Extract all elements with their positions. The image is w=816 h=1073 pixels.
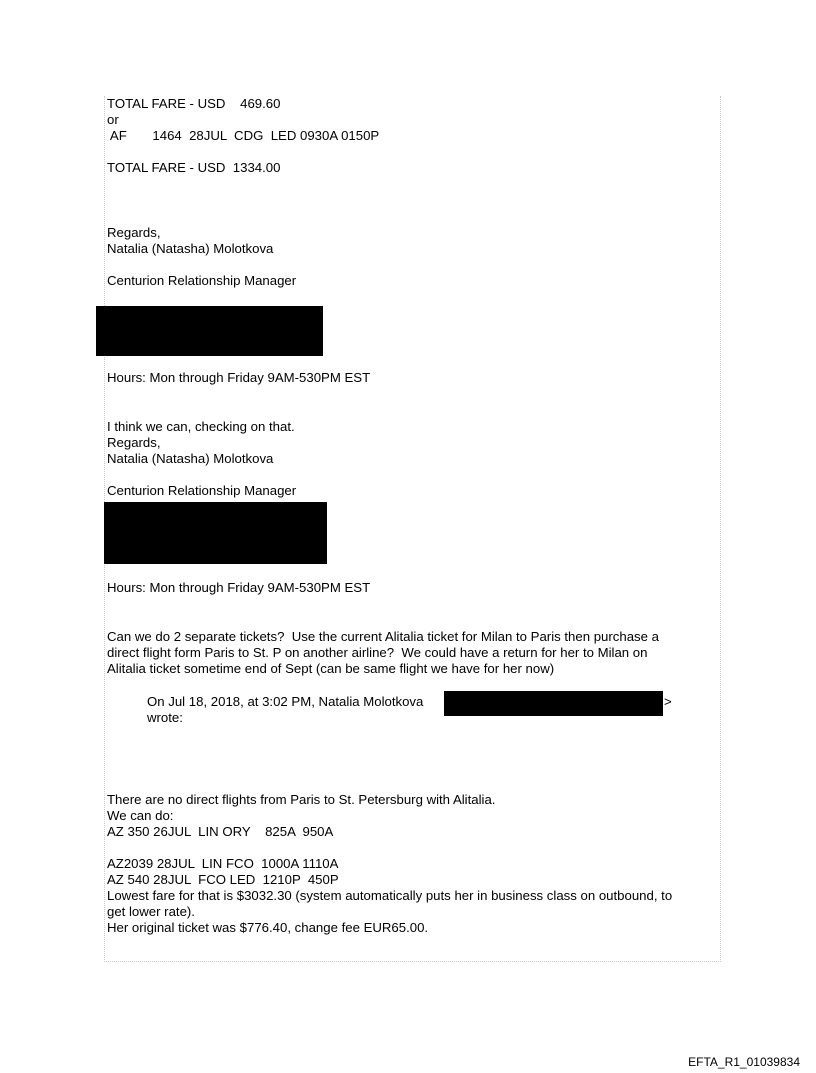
- quote-wrote: wrote:: [147, 710, 183, 725]
- request-line-1: Can we do 2 separate tickets? Use the current Alitalia ticket for Milan to Paris then purchase a: [107, 629, 659, 644]
- flight-az540: AZ 540 28JUL FCO LED 1210P 450P: [107, 872, 339, 887]
- flight-az350: AZ 350 26JUL LIN ORY 825A 950A: [107, 824, 334, 839]
- redaction-block-1: [96, 306, 323, 356]
- flight-az2039: AZ2039 28JUL LIN FCO 1000A 1110A: [107, 856, 339, 871]
- signature-name-2: Natalia (Natasha) Molotkova: [107, 451, 274, 466]
- signature-name-1: Natalia (Natasha) Molotkova: [107, 241, 274, 256]
- flight-af-1464: AF 1464 28JUL CDG LED 0930A 0150P: [107, 128, 380, 143]
- lowest-fare-line-1: Lowest fare for that is $3032.30 (system automatically puts her in business class on outbound, to: [107, 888, 673, 903]
- redaction-block-2: [104, 502, 327, 564]
- total-fare-1: TOTAL FARE - USD 469.60: [107, 96, 281, 111]
- quote-angle: >: [664, 694, 672, 709]
- checking-text: I think we can, checking on that.: [107, 419, 295, 434]
- quote-header: On Jul 18, 2018, at 3:02 PM, Natalia Molotkova: [147, 694, 424, 709]
- total-fare-2: TOTAL FARE - USD 1334.00: [107, 160, 281, 175]
- request-line-2: direct flight form Paris to St. P on another airline? We could have a return for her to Milan on: [107, 645, 648, 660]
- lowest-fare-line-2: get lower rate).: [107, 904, 195, 919]
- hours-2: Hours: Mon through Friday 9AM-530PM EST: [107, 580, 371, 595]
- hours-1: Hours: Mon through Friday 9AM-530PM EST: [107, 370, 371, 385]
- request-line-3: Alitalia ticket sometime end of Sept (can be same flight we have for her now): [107, 661, 555, 676]
- redaction-email: [444, 691, 663, 716]
- signature-title-2: Centurion Relationship Manager: [107, 483, 297, 498]
- regards-2: Regards,: [107, 435, 161, 450]
- document-id: EFTA_R1_01039834: [688, 1055, 800, 1069]
- regards-1: Regards,: [107, 225, 161, 240]
- we-can-do: We can do:: [107, 808, 174, 823]
- signature-title-1: Centurion Relationship Manager: [107, 273, 297, 288]
- original-ticket: Her original ticket was $776.40, change fee EUR65.00.: [107, 920, 429, 935]
- no-direct-flights: There are no direct flights from Paris to St. Petersburg with Alitalia.: [107, 792, 496, 807]
- or-text: or: [107, 112, 119, 127]
